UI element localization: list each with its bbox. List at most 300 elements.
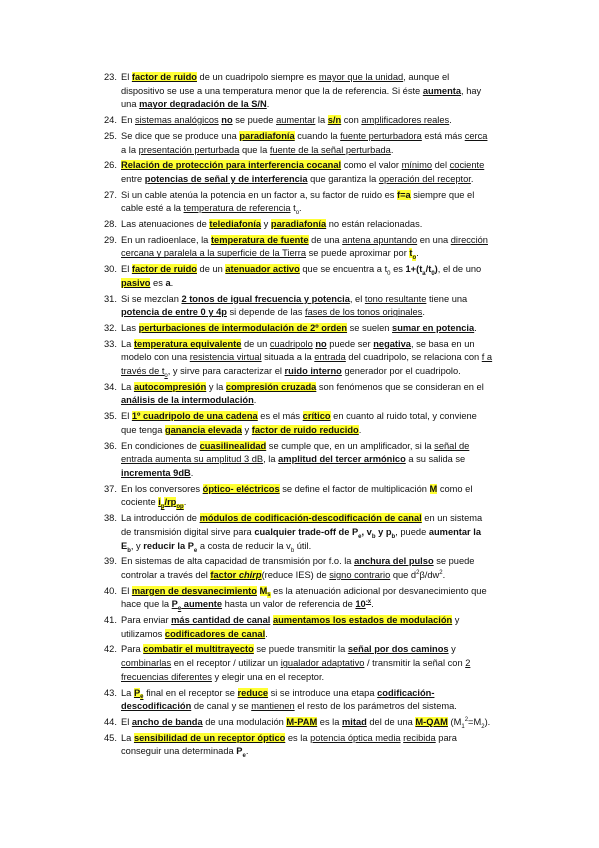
item-text bbox=[121, 72, 481, 109]
highlighted-term: crítico bbox=[302, 411, 331, 422]
text-run: como el cociente bbox=[121, 483, 473, 508]
text-run: mínimo bbox=[401, 160, 433, 171]
list-item bbox=[104, 159, 494, 186]
highlighted-term: temperatura de fuente bbox=[210, 234, 309, 245]
item-text bbox=[121, 338, 493, 379]
highlighted-term: margen de desvanecimiento bbox=[131, 585, 257, 596]
text-run: La bbox=[121, 732, 134, 743]
item-text bbox=[121, 131, 487, 155]
list-item bbox=[104, 555, 494, 582]
item-number: 44. bbox=[104, 716, 117, 727]
list-item bbox=[104, 614, 494, 641]
text-run: 2 frecuencias diferentes bbox=[121, 658, 471, 682]
highlighted-term: t bbox=[409, 248, 413, 259]
item-number: 41. bbox=[104, 615, 117, 626]
item-number: 29. bbox=[104, 234, 117, 245]
text-run: . bbox=[416, 248, 419, 259]
text-run: cuadripolo bbox=[269, 338, 313, 349]
text-run: está más bbox=[421, 130, 465, 141]
list-item bbox=[104, 114, 494, 128]
list-item bbox=[104, 130, 494, 157]
text-run: , v bbox=[361, 526, 372, 537]
text-run: Si se mezclan bbox=[121, 293, 182, 304]
text-run: En un radioenlace, la bbox=[121, 234, 211, 245]
text-run: (reduce IES) de bbox=[261, 569, 330, 580]
text-run: se puede bbox=[232, 115, 277, 126]
text-run: 2 bbox=[464, 716, 469, 723]
highlighted-term: módulos de codificación-descodificación de canal bbox=[199, 513, 422, 524]
text-run: , y bbox=[130, 540, 144, 551]
list-item bbox=[104, 585, 494, 612]
item-number: 26. bbox=[104, 160, 117, 171]
text-run: entre bbox=[121, 173, 145, 184]
text-run: se suelen bbox=[347, 322, 393, 333]
text-run: la bbox=[315, 115, 328, 126]
text-run: se puede transmitir la bbox=[253, 644, 348, 655]
text-run: . bbox=[358, 424, 362, 435]
highlighted-term: s/n bbox=[327, 115, 342, 126]
text-run: si depende de las bbox=[226, 307, 305, 318]
text-run: a bbox=[165, 277, 171, 288]
list-item bbox=[104, 338, 494, 379]
item-number: 39. bbox=[104, 556, 117, 567]
item-number: 34. bbox=[104, 381, 117, 392]
text-run: se puede aproximar por bbox=[306, 248, 410, 259]
text-run: fuente de la señal perturbada bbox=[269, 144, 391, 155]
highlighted-term: telediafonía bbox=[209, 219, 262, 230]
text-run: . bbox=[449, 115, 452, 126]
highlighted-term: paradiafonía bbox=[239, 130, 295, 141]
text-run: e bbox=[177, 606, 182, 613]
text-run: P bbox=[236, 746, 243, 757]
list-item bbox=[104, 687, 494, 714]
text-run: =M bbox=[468, 716, 482, 727]
text-run: de un cuadripolo siempre es bbox=[196, 72, 319, 82]
text-run: y elegir una en el receptor. bbox=[211, 671, 325, 682]
text-run: final en el receptor se bbox=[143, 687, 238, 698]
text-run: es la bbox=[317, 716, 342, 727]
text-run: reducir la P bbox=[143, 540, 194, 551]
highlighted-term: 1º cuadripolo de una cadena bbox=[131, 411, 258, 422]
text-run: Las bbox=[121, 322, 139, 333]
text-run: f a través de t bbox=[121, 352, 493, 377]
highlighted-term: P bbox=[133, 687, 141, 698]
highlighted-term: factor de ruido reducido bbox=[251, 424, 359, 435]
text-run: . bbox=[422, 307, 425, 318]
text-run: mayor que la unidad bbox=[318, 72, 404, 82]
text-run: En bbox=[121, 115, 135, 126]
highlighted-term: factor de ruido bbox=[131, 72, 197, 82]
text-run: es bbox=[150, 277, 166, 288]
item-number: 38. bbox=[104, 513, 117, 524]
list-item bbox=[104, 512, 494, 553]
text-run: en una bbox=[417, 234, 451, 245]
highlighted-term: óptico- eléctricos bbox=[202, 483, 280, 494]
text-run: presentación perturbada bbox=[138, 144, 240, 155]
text-run: ruido interno bbox=[284, 366, 342, 377]
text-run: -x bbox=[365, 599, 372, 606]
text-run: Se dice que se produce una bbox=[121, 130, 240, 141]
text-run: 2 bbox=[481, 723, 485, 730]
highlighted-term: cuasilinealidad bbox=[199, 440, 267, 451]
text-run: incrementa 9dB bbox=[121, 467, 191, 478]
item-text bbox=[121, 483, 473, 511]
text-run: son fenómenos que se consideran en el bbox=[316, 381, 484, 392]
item-text bbox=[121, 615, 459, 639]
text-run: y la bbox=[206, 381, 226, 392]
text-run: más cantidad de canal bbox=[171, 615, 271, 626]
highlighted-term: aumentamos los estados de modulación bbox=[272, 615, 453, 626]
text-run: o bbox=[164, 372, 168, 379]
item-text bbox=[121, 189, 475, 217]
text-run: es la atenuación adicional por desvanecimiento que hace que la bbox=[121, 585, 487, 610]
text-run: En sistemas de alta capacidad de transmisión por f.o. la bbox=[121, 556, 355, 567]
item-number: 28. bbox=[104, 219, 117, 230]
item-number: 24. bbox=[104, 115, 117, 126]
highlighted-term: reduce bbox=[237, 687, 269, 698]
item-text bbox=[121, 234, 488, 262]
highlighted-term: codificadores de canal bbox=[164, 628, 266, 639]
text-run: cuando la bbox=[294, 130, 341, 141]
item-number: 27. bbox=[104, 189, 117, 200]
text-run: cociente bbox=[449, 160, 485, 171]
highlighted-term: pasivo bbox=[121, 277, 151, 288]
text-run: . bbox=[266, 99, 270, 110]
text-run: tiene una bbox=[426, 293, 468, 304]
highlighted-term: chirp bbox=[238, 569, 262, 580]
list-item bbox=[104, 643, 494, 684]
text-run: como el valor bbox=[341, 160, 402, 171]
item-number: 45. bbox=[104, 732, 117, 743]
list-item bbox=[104, 71, 494, 112]
text-run: de una modulación bbox=[202, 716, 287, 727]
text-run: . bbox=[253, 395, 257, 406]
text-run: del cuadripolo, se relaciona con bbox=[345, 352, 482, 363]
text-run: , y sirve para caracterizar el bbox=[167, 366, 285, 377]
text-run: combinarlas bbox=[121, 658, 172, 669]
text-run: de canal y se bbox=[191, 701, 252, 712]
text-run: útil. bbox=[294, 540, 312, 551]
item-number: 31. bbox=[104, 293, 117, 304]
text-run: El bbox=[121, 716, 132, 727]
item-number: 43. bbox=[104, 687, 117, 698]
text-run: e bbox=[358, 533, 362, 540]
text-run: con bbox=[341, 115, 362, 126]
text-run: generador por el cuadripolo. bbox=[341, 366, 461, 377]
text-run: del bbox=[432, 160, 450, 171]
text-run: del de una bbox=[366, 716, 416, 727]
text-run: b bbox=[290, 547, 295, 554]
text-run: mantienen bbox=[251, 701, 295, 712]
text-run: se cumple que, en un amplificador, si la bbox=[266, 440, 435, 451]
item-text bbox=[121, 513, 483, 554]
highlighted-term: M-PAM bbox=[286, 716, 318, 727]
text-run: para conseguir una determinada bbox=[121, 732, 457, 757]
highlighted-term: autocompresión bbox=[133, 381, 207, 392]
text-run: si se introduce una etapa bbox=[268, 687, 378, 698]
item-text bbox=[121, 732, 457, 760]
text-run: es la bbox=[285, 732, 311, 743]
item-number: 33. bbox=[104, 338, 117, 349]
text-run: /t bbox=[425, 264, 432, 275]
text-run: análisis de la intermodulación bbox=[121, 395, 254, 406]
text-run: a bbox=[422, 271, 426, 277]
highlighted-term: s bbox=[267, 592, 271, 599]
text-run: El bbox=[121, 411, 132, 422]
text-run: no están relacionadas. bbox=[326, 219, 423, 230]
text-run: β/dw bbox=[419, 569, 440, 580]
list-item bbox=[104, 293, 494, 320]
highlighted-term: paradiafonía bbox=[270, 219, 327, 230]
text-run: en un sistema de transmisión digital sirve para bbox=[121, 513, 483, 537]
highlighted-term: op bbox=[176, 504, 184, 511]
text-run: se define el factor de multiplicación bbox=[279, 483, 430, 494]
item-number: 35. bbox=[104, 411, 117, 422]
text-run: de un bbox=[196, 264, 226, 275]
text-run: En condiciones de bbox=[121, 440, 200, 451]
text-run: . bbox=[371, 599, 374, 610]
item-text bbox=[121, 644, 470, 681]
text-run: , el bbox=[349, 293, 365, 304]
list-item bbox=[104, 381, 494, 408]
highlighted-term: /rp bbox=[164, 497, 177, 508]
numbered-statement-list bbox=[104, 71, 494, 761]
text-run: aumentar bbox=[276, 115, 316, 126]
text-run: igualador adaptativo bbox=[280, 658, 365, 669]
text-run: hasta un valor de referencia de bbox=[222, 599, 356, 610]
text-run: , hay una bbox=[121, 85, 482, 110]
item-number: 36. bbox=[104, 440, 117, 451]
text-run: anchura del pulso bbox=[354, 556, 434, 567]
highlighted-term: compresión cruzada bbox=[225, 381, 317, 392]
text-run: Si un cable atenúa la potencia en un factor a, su factor de ruido es bbox=[121, 189, 397, 200]
text-run: 10 bbox=[355, 599, 366, 610]
text-run: cualquier trade-off de P bbox=[254, 526, 359, 537]
list-item bbox=[104, 189, 494, 216]
item-number: 25. bbox=[104, 130, 117, 141]
text-run: antena apuntando bbox=[342, 234, 418, 245]
highlighted-term: e bbox=[140, 694, 144, 701]
text-run: mayor degradación de la S/N bbox=[139, 99, 267, 110]
text-run: ) bbox=[434, 264, 438, 275]
highlighted-term: factor bbox=[210, 569, 239, 580]
text-run: 2 tonos de igual frecuencia y potencia bbox=[181, 293, 350, 304]
text-run: , el de uno bbox=[437, 264, 482, 275]
text-run: de una bbox=[308, 234, 343, 245]
highlighted-term: ganancia elevada bbox=[164, 424, 242, 435]
text-run: tono resultante bbox=[364, 293, 427, 304]
highlighted-term: M-QAM bbox=[415, 716, 448, 727]
item-text bbox=[121, 411, 477, 435]
text-run: operación del receptor bbox=[378, 173, 471, 184]
highlighted-term: M bbox=[429, 483, 438, 494]
list-item bbox=[104, 440, 494, 481]
text-run: entrada bbox=[314, 352, 346, 363]
text-run: que garantiza la bbox=[307, 173, 379, 184]
text-run: sumar en potencia bbox=[392, 322, 475, 333]
text-run: aumente bbox=[181, 599, 223, 610]
text-run: el resto de los parámetros del sistema. bbox=[294, 701, 457, 712]
text-run: , la bbox=[263, 454, 279, 465]
item-number: 32. bbox=[104, 322, 117, 333]
highlighted-term: p bbox=[160, 504, 165, 511]
highlighted-term: i bbox=[158, 497, 161, 508]
text-run: es el más bbox=[257, 411, 303, 422]
text-run: amplitud del tercer armónico bbox=[278, 454, 406, 465]
text-run: señal por dos caminos bbox=[347, 644, 449, 655]
list-item bbox=[104, 483, 494, 510]
text-run: b bbox=[371, 533, 376, 540]
text-run: , se basa en un modelo con una bbox=[121, 338, 475, 363]
text-run: fuente perturbadora bbox=[340, 130, 422, 141]
text-run: Para enviar bbox=[121, 615, 172, 626]
item-text bbox=[121, 219, 422, 229]
text-run: cerca bbox=[464, 130, 488, 141]
item-number: 42. bbox=[104, 644, 117, 655]
text-run: potencias de señal y de interferencia bbox=[144, 173, 308, 184]
text-run: t bbox=[290, 203, 296, 214]
text-run: . bbox=[299, 203, 302, 214]
text-run: 2 bbox=[439, 569, 443, 576]
highlighted-term: atenuador activo bbox=[225, 264, 300, 275]
text-run: . bbox=[170, 277, 174, 288]
item-number: 37. bbox=[104, 483, 117, 494]
list-item bbox=[104, 263, 494, 290]
item-text bbox=[121, 264, 481, 288]
list-item bbox=[104, 218, 494, 232]
text-run: situada a la bbox=[261, 352, 315, 363]
text-run: La bbox=[121, 687, 134, 698]
text-run: La introducción de bbox=[121, 513, 200, 524]
text-run: b bbox=[127, 547, 131, 554]
text-run: dirección cercana y paralela a la superficie de la Tierra bbox=[121, 234, 488, 259]
item-text bbox=[121, 294, 467, 318]
text-run: En los conversores bbox=[121, 483, 203, 494]
text-run: El bbox=[121, 264, 132, 275]
text-run: La bbox=[121, 381, 134, 392]
text-run: . bbox=[442, 569, 446, 580]
text-run: / transmitir la señal con bbox=[364, 658, 466, 669]
text-run: mitad bbox=[342, 716, 367, 727]
item-number: 30. bbox=[104, 264, 117, 275]
text-run: El bbox=[121, 585, 132, 596]
text-run: señal de entrada aumenta su amplitud 3 dB bbox=[121, 440, 470, 465]
list-item bbox=[104, 410, 494, 437]
item-text bbox=[121, 556, 474, 580]
text-run: y utilizamos bbox=[121, 615, 460, 639]
item-text bbox=[121, 688, 457, 712]
list-item bbox=[104, 732, 494, 759]
list-item bbox=[104, 322, 494, 336]
text-run: que d bbox=[390, 569, 417, 580]
text-run: que la bbox=[239, 144, 270, 155]
text-run: . bbox=[190, 467, 194, 478]
text-run: a costa de reducir la v bbox=[197, 540, 291, 551]
text-run: de un bbox=[241, 338, 270, 349]
text-run: en cuanto al ruido total, y conviene que tenga bbox=[121, 411, 477, 435]
text-run: recibida bbox=[403, 732, 436, 743]
highlighted-term: Relación de protección para interferencia cocanal bbox=[121, 160, 342, 171]
text-run: 1+(t bbox=[405, 264, 423, 275]
highlighted-term: f=a bbox=[397, 189, 411, 200]
text-run: resistencia virtual bbox=[189, 352, 262, 363]
text-run: negativa bbox=[373, 338, 411, 349]
text-run: fases de los tonos originales bbox=[304, 307, 423, 318]
item-text bbox=[121, 585, 487, 613]
text-run: temperatura de referencia bbox=[183, 203, 291, 214]
text-run: en el receptor / utilizar un bbox=[171, 658, 281, 669]
text-run: 2 bbox=[416, 569, 420, 576]
text-run: (M bbox=[447, 716, 462, 727]
highlighted-term: o bbox=[412, 255, 417, 262]
item-text bbox=[121, 382, 484, 406]
list-item bbox=[104, 716, 494, 730]
text-run: El bbox=[121, 72, 132, 82]
text-run: y bbox=[261, 219, 271, 230]
text-run: . bbox=[183, 497, 187, 508]
text-run: sistemas analógicos bbox=[134, 115, 219, 126]
text-run: La bbox=[121, 338, 134, 349]
text-run: potencia de entre 0 y 4p bbox=[121, 307, 227, 318]
text-run: 1 bbox=[461, 723, 465, 730]
text-run: a su salida se bbox=[405, 454, 466, 465]
text-run: y p bbox=[375, 526, 392, 537]
text-run: e bbox=[193, 547, 198, 554]
text-run: b bbox=[391, 533, 396, 540]
text-run: aumenta bbox=[422, 85, 462, 96]
item-text bbox=[121, 115, 452, 125]
list-item bbox=[104, 234, 494, 261]
text-run: . bbox=[470, 173, 474, 184]
text-run: ). bbox=[484, 716, 491, 727]
item-number: 40. bbox=[104, 585, 117, 596]
highlighted-term: M bbox=[259, 585, 268, 596]
text-run: 0 bbox=[387, 271, 391, 277]
text-run: y bbox=[448, 644, 456, 655]
text-run: potencia óptica media bbox=[310, 732, 401, 743]
text-run: siempre que el cable esté a la bbox=[121, 189, 475, 214]
item-text bbox=[121, 323, 477, 333]
text-run: signo contrario bbox=[329, 569, 391, 580]
item-text bbox=[121, 441, 469, 478]
highlighted-term: sensibilidad de un receptor óptico bbox=[133, 732, 286, 743]
highlighted-term: factor de ruido bbox=[131, 264, 197, 275]
highlighted-term: combatir el multitrayecto bbox=[143, 644, 254, 655]
text-run: a la bbox=[121, 144, 139, 155]
text-run: P bbox=[171, 599, 178, 610]
text-run: Las atenuaciones de bbox=[121, 219, 210, 230]
text-run: . bbox=[474, 322, 477, 333]
text-run: , aunque el dispositivo se use a una temperatura menor que la de referencia. Si éste bbox=[121, 72, 450, 96]
text-run: . bbox=[245, 746, 249, 757]
text-run: no bbox=[221, 115, 233, 126]
item-text bbox=[121, 160, 484, 184]
text-run: e bbox=[242, 753, 246, 760]
highlighted-term: temperatura equivalente bbox=[133, 338, 242, 349]
text-run: 0 bbox=[431, 271, 435, 277]
text-run: , puede bbox=[395, 526, 429, 537]
text-run: ancho de banda bbox=[131, 716, 203, 727]
text-run: y bbox=[241, 424, 252, 435]
item-text bbox=[121, 716, 491, 730]
text-run: puede ser bbox=[326, 338, 374, 349]
text-run: se puede controlar a través del bbox=[121, 556, 475, 580]
text-run: amplificadores reales bbox=[361, 115, 450, 126]
text-run: Para bbox=[121, 644, 144, 655]
text-run: . bbox=[390, 144, 394, 155]
text-run: o bbox=[295, 210, 300, 217]
item-number: 23. bbox=[104, 72, 117, 82]
